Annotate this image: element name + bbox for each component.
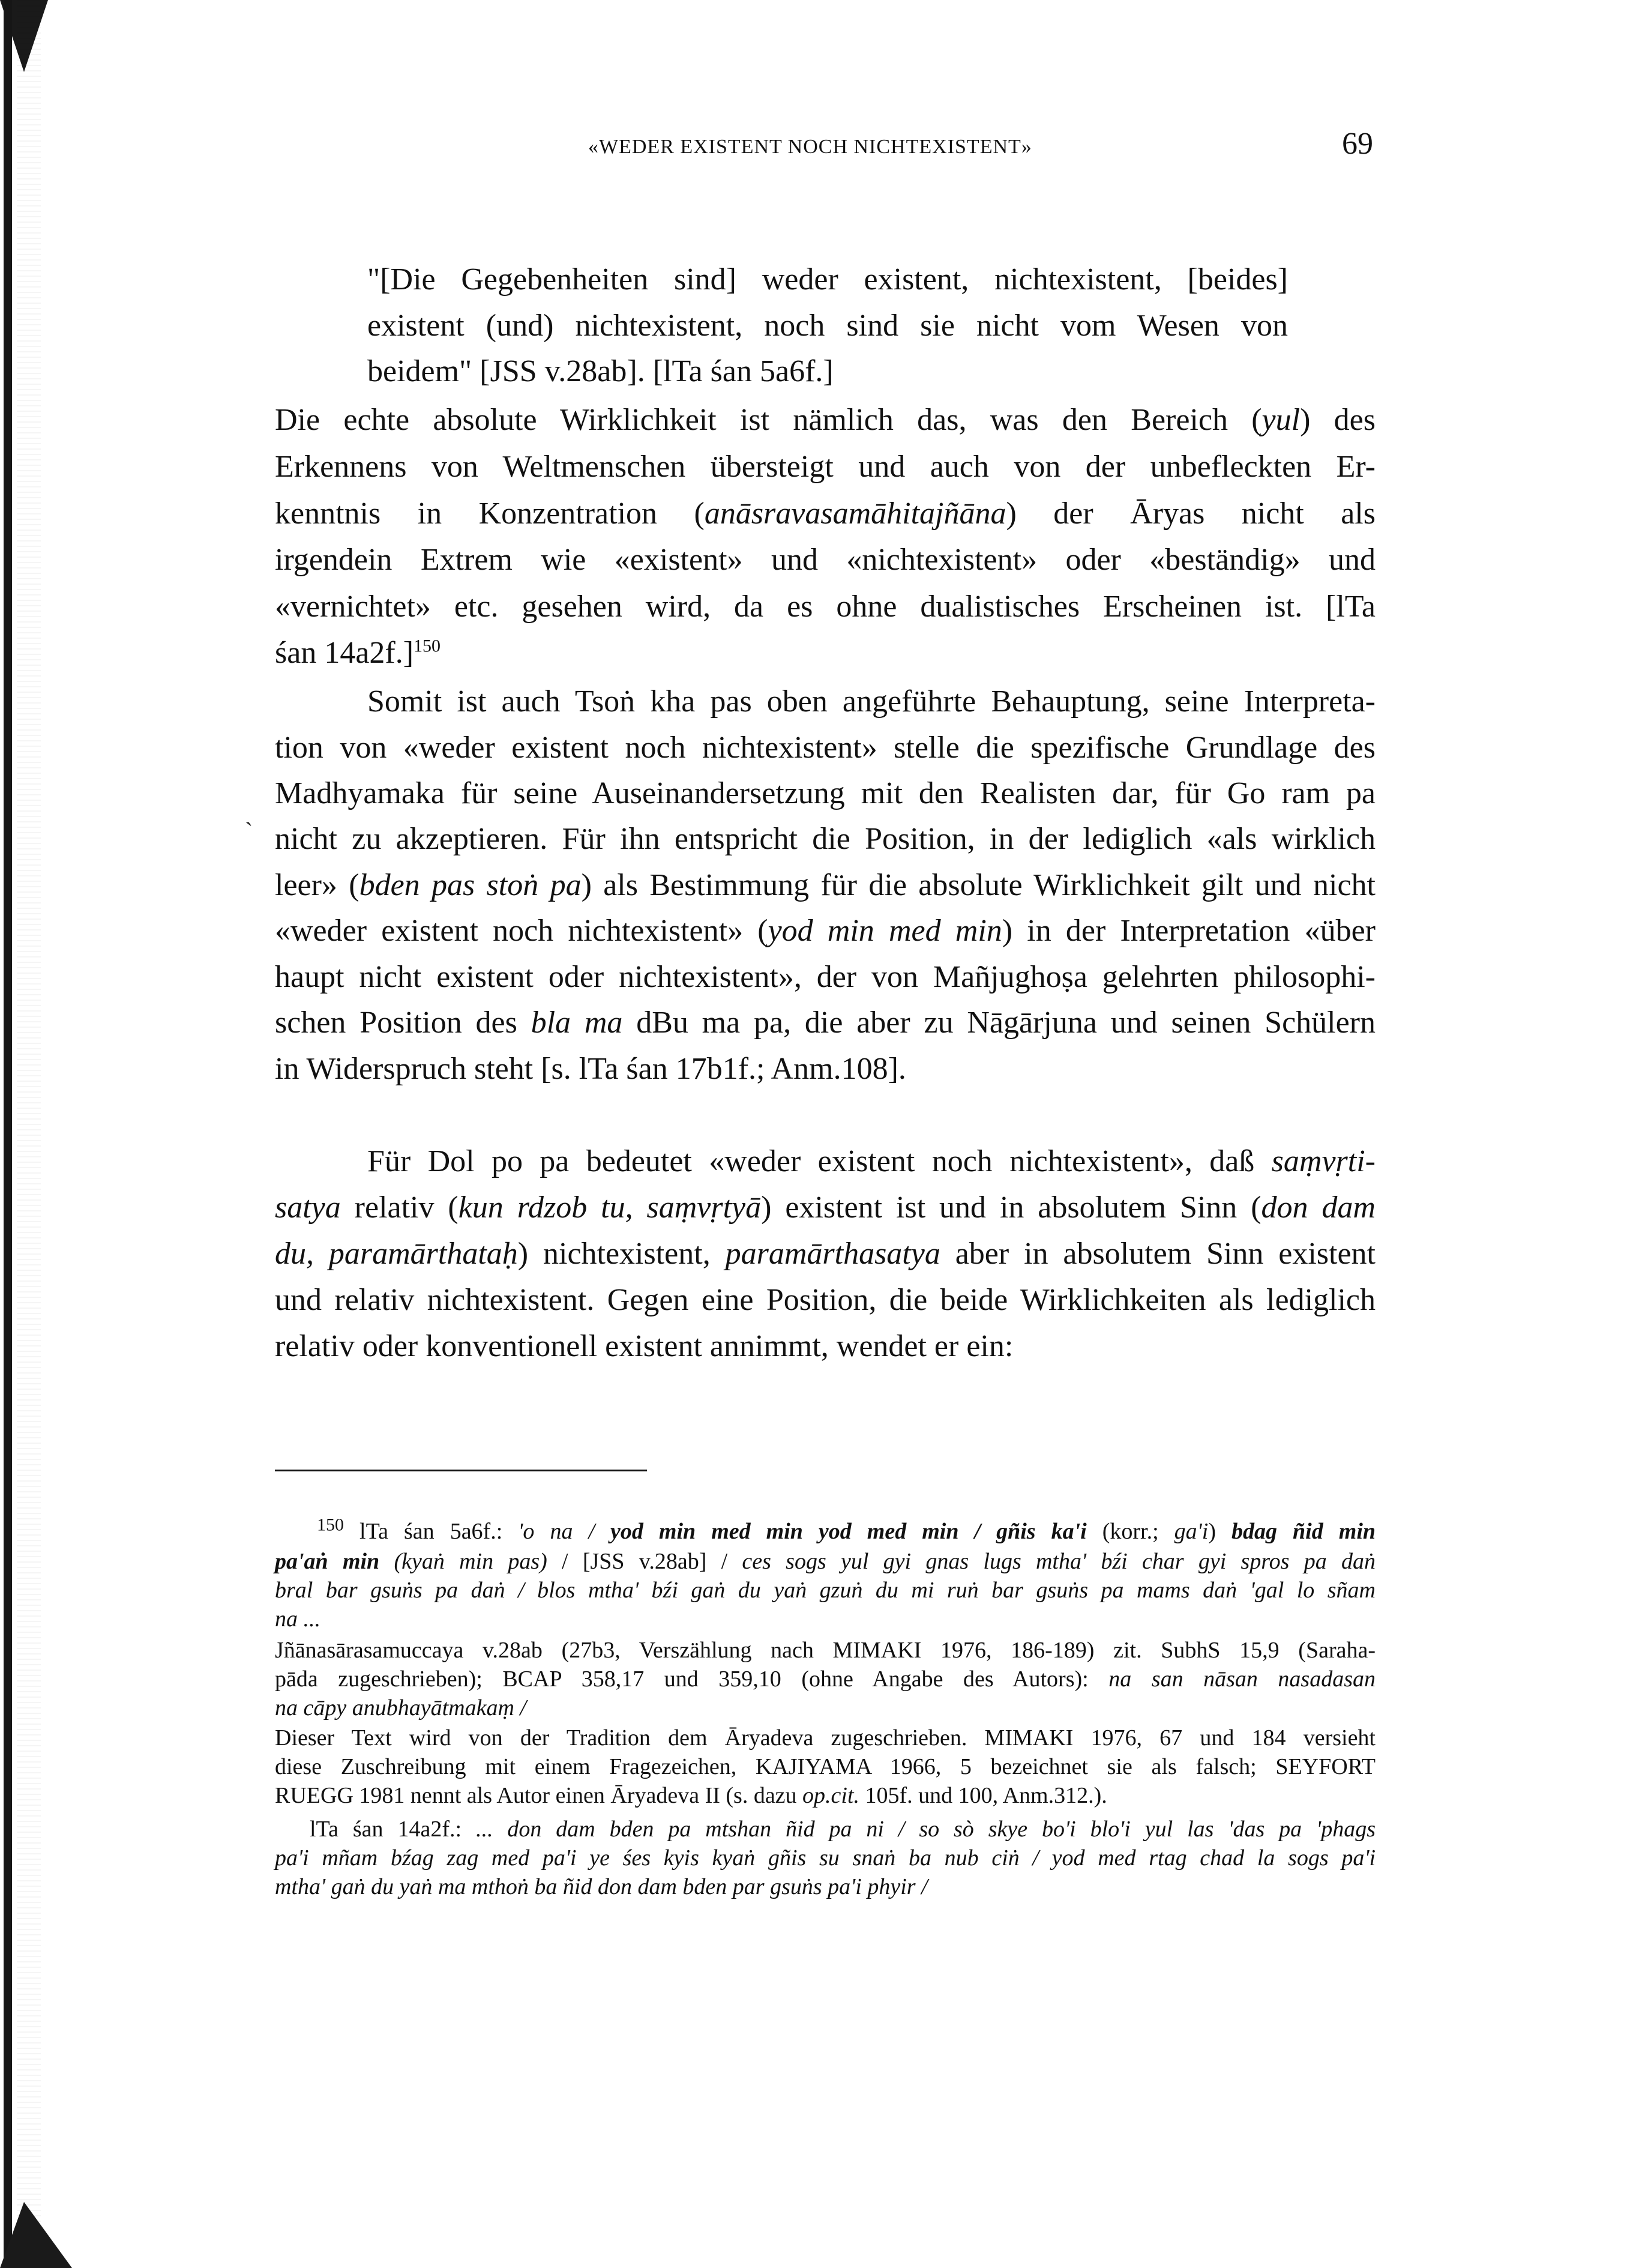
text-run: / [JSS v.28ab] / xyxy=(547,1549,742,1574)
italic-term: pa'i mñam bźag zag med pa'i ye śes kyis kyaṅ gñis su snaṅ ba nub ciṅ / yod med rtag chad la sogs pa'i xyxy=(275,1845,1376,1871)
italic-term: 'o na / xyxy=(518,1519,611,1544)
text-run: ) existent ist und in absolutem Sinn ( xyxy=(761,1190,1262,1225)
text-run: lTa śan 5a6f.: xyxy=(344,1519,519,1544)
italic-term: du, paramārthataḥ xyxy=(275,1237,518,1271)
footnote-line xyxy=(310,1815,1376,1843)
italic-term: don dam xyxy=(1261,1190,1376,1225)
bold-italic-term: bdag ñid min xyxy=(1232,1519,1376,1544)
paragraph-line xyxy=(367,1144,1376,1180)
text-run: RUEGG 1981 nennt als Autor einen Āryadeva II (s. dazu xyxy=(275,1783,803,1808)
text-run: kenntnis in Konzentration ( xyxy=(275,496,705,531)
footnote-line xyxy=(275,1694,1376,1722)
book-spine-edge xyxy=(0,0,48,2268)
footnote-line xyxy=(275,1548,1376,1575)
paragraph-line xyxy=(275,867,1376,903)
bold-italic-term: pa'aṅ min xyxy=(275,1549,380,1574)
italic-term: (kyaṅ min pas) xyxy=(379,1549,547,1574)
text-run: (korr.; xyxy=(1086,1519,1174,1544)
text-run: Für Dol po pa bedeutet «weder existent noch nichtexistent», daß xyxy=(367,1144,1272,1178)
footnote-line: Dieser Text wird von der Tradition dem Āryadeva zugeschrieben. MIMAKI 1976, 67 und 184 versieht xyxy=(275,1725,1376,1751)
footnote-line xyxy=(275,1782,1376,1809)
text-run: pāda zugeschrieben); BCAP 358,17 und 359,10 (ohne Angabe des Autors): xyxy=(275,1666,1109,1692)
spine-gutter-line xyxy=(4,0,12,2268)
footnote-rule xyxy=(275,1470,647,1471)
paragraph-line xyxy=(275,496,1376,532)
text-run: ) des xyxy=(1300,403,1376,437)
text-run: ) in der Interpretation «über xyxy=(1002,914,1376,948)
italic-term: ... don dam bden pa mtshan ñid pa ni / so sò skye bo'i blo'i yul las 'das pa 'phags xyxy=(475,1817,1376,1842)
text-run: ) nichtexistent, xyxy=(517,1237,726,1271)
italic-term: na ... xyxy=(275,1606,320,1632)
footnote-marker: 150 xyxy=(414,636,441,656)
italic-term: paramārthasatya xyxy=(725,1237,940,1271)
text-run: schen Position des xyxy=(275,1006,531,1040)
paragraph-line xyxy=(275,402,1376,438)
italic-term: na cāpy anubhayātmakaṃ / xyxy=(275,1695,526,1721)
paragraph-line: Erkennens von Weltmenschen übersteigt und auch von der unbefleckten Er- xyxy=(275,450,1376,484)
quote-line: beidem" [JSS v.28ab]. [lTa śan 5a6f.] xyxy=(367,354,834,388)
footnote-number: 150 xyxy=(317,1515,344,1535)
text-run: ) xyxy=(1208,1519,1232,1544)
text-run: leer» ( xyxy=(275,868,359,902)
paragraph-line: Somit ist auch Tsoṅ kha pas oben angeführte Behauptung, seine Interpreta- xyxy=(367,684,1376,719)
italic-term: satya xyxy=(275,1190,341,1225)
italic-term: bden pas stoṅ pa xyxy=(359,868,582,902)
paragraph-line: irgendein Extrem wie «existent» und «nichtexistent» oder «beständig» und xyxy=(275,543,1376,577)
running-head: «WEDER EXISTENT NOCH NICHTEXISTENT» xyxy=(588,136,1032,158)
italic-term: mtha' gaṅ du yaṅ ma mthoṅ ba ñid don dam bden par gsuṅs pa'i phyir / xyxy=(275,1874,928,1899)
text-run: lTa śan 14a2f.: xyxy=(310,1817,476,1842)
text-run: 105f. und 100, Anm.312.). xyxy=(859,1783,1107,1808)
text-run: ) als Bestimmung für die absolute Wirklichkeit gilt und nicht xyxy=(581,868,1376,902)
text-run: ) der Āryas nicht als xyxy=(1006,496,1376,531)
italic-term: na san nāsan nasadasan xyxy=(1108,1666,1376,1692)
italic-term: saṃvṛti- xyxy=(1271,1144,1376,1178)
quote-line: existent (und) nichtexistent, noch sind sie nicht vom Wesen von xyxy=(367,309,1288,343)
footnote-line xyxy=(275,1665,1376,1693)
text-run: dBu ma pa, die aber zu Nāgārjuna und seinen Schülern xyxy=(622,1006,1376,1040)
quote-line: "[Die Gegebenheiten sind] weder existent, nichtexistent, [beides] xyxy=(367,262,1288,297)
paragraph-line xyxy=(275,913,1376,949)
margin-mark: ˏ xyxy=(245,799,253,826)
italic-term: bral bar gsuṅs pa daṅ / blos mtha' bźi gaṅ du yaṅ gzuṅ du mi ruṅ bar gsuṅs pa mams daṅ 'gal lo sñam xyxy=(275,1578,1376,1603)
page-number: 69 xyxy=(1342,127,1373,161)
paragraph-line: «vernichtet» etc. gesehen wird, da es ohne dualistisches Erscheinen ist. [lTa xyxy=(275,590,1376,624)
text-run: Die echte absolute Wirklichkeit ist nämlich das, was den Bereich ( xyxy=(275,403,1262,437)
text-run: śan 14a2f.] xyxy=(275,636,414,670)
paragraph-line: nicht zu akzeptieren. Für ihn entspricht die Position, in der lediglich «als wirklich xyxy=(275,822,1376,856)
paragraph-line: haupt nicht existent oder nichtexistent», der von Mañjughoṣa gelehrten philosophi- xyxy=(275,960,1376,994)
paragraph-line xyxy=(275,635,1376,671)
bold-italic-term: yod min med min yod med min / gñis ka'i xyxy=(610,1519,1087,1544)
paragraph-line xyxy=(275,1190,1376,1226)
footnote-line xyxy=(275,1605,1376,1633)
italic-term: bla ma xyxy=(531,1006,623,1040)
spine-shadow-bottom xyxy=(0,2202,72,2268)
italic-term: ces sogs yul gyi gnas lugs mtha' bźi char gyi spros pa daṅ xyxy=(742,1549,1376,1574)
paragraph-line: Madhyamaka für seine Auseinandersetzung mit den Realisten dar, für Go ram pa xyxy=(275,776,1376,810)
italic-term: yod min med min xyxy=(768,914,1002,948)
footnote-line xyxy=(275,1576,1376,1604)
footnote-line xyxy=(275,1844,1376,1872)
paragraph-line: tion von «weder existent noch nichtexistent» stelle die spezifische Grundlage des xyxy=(275,731,1376,765)
paragraph-line xyxy=(275,1005,1376,1041)
italic-term: anāsravasamāhitajñāna xyxy=(704,496,1006,531)
text-run: aber in absolutem Sinn existent xyxy=(940,1237,1376,1271)
paragraph-line xyxy=(275,1236,1376,1272)
italic-term: kun rdzob tu, saṃvṛtyā xyxy=(458,1190,762,1225)
footnote-line: diese Zuschreibung mit einem Fragezeichen, KAJIYAMA 1966, 5 bezeichnet sie als falsch; SEYFORT xyxy=(275,1754,1376,1779)
footnote-line: Jñānasārasamuccaya v.28ab (27b3, Verszählung nach MIMAKI 1976, 186-189) zit. SubhS 15,9 (Saraha- xyxy=(275,1638,1376,1663)
paragraph-line: relativ oder konventionell existent annimmt, wendet er ein: xyxy=(275,1329,1014,1363)
text-run: relativ ( xyxy=(340,1190,459,1225)
italic-term: yul xyxy=(1262,403,1301,437)
text-run: «weder existent noch nichtexistent» ( xyxy=(275,914,768,948)
italic-term: op.cit. xyxy=(802,1783,860,1808)
footnote-line xyxy=(275,1873,1376,1901)
footnote-line xyxy=(317,1515,1376,1545)
spine-texture xyxy=(17,0,41,2268)
paragraph-line: in Widerspruch steht [s. lTa śan 17b1f.; Anm.108]. xyxy=(275,1052,906,1086)
italic-term: ga'i xyxy=(1174,1519,1209,1544)
paragraph-line: und relativ nichtexistent. Gegen eine Position, die beide Wirklichkeiten als lediglich xyxy=(275,1283,1376,1317)
